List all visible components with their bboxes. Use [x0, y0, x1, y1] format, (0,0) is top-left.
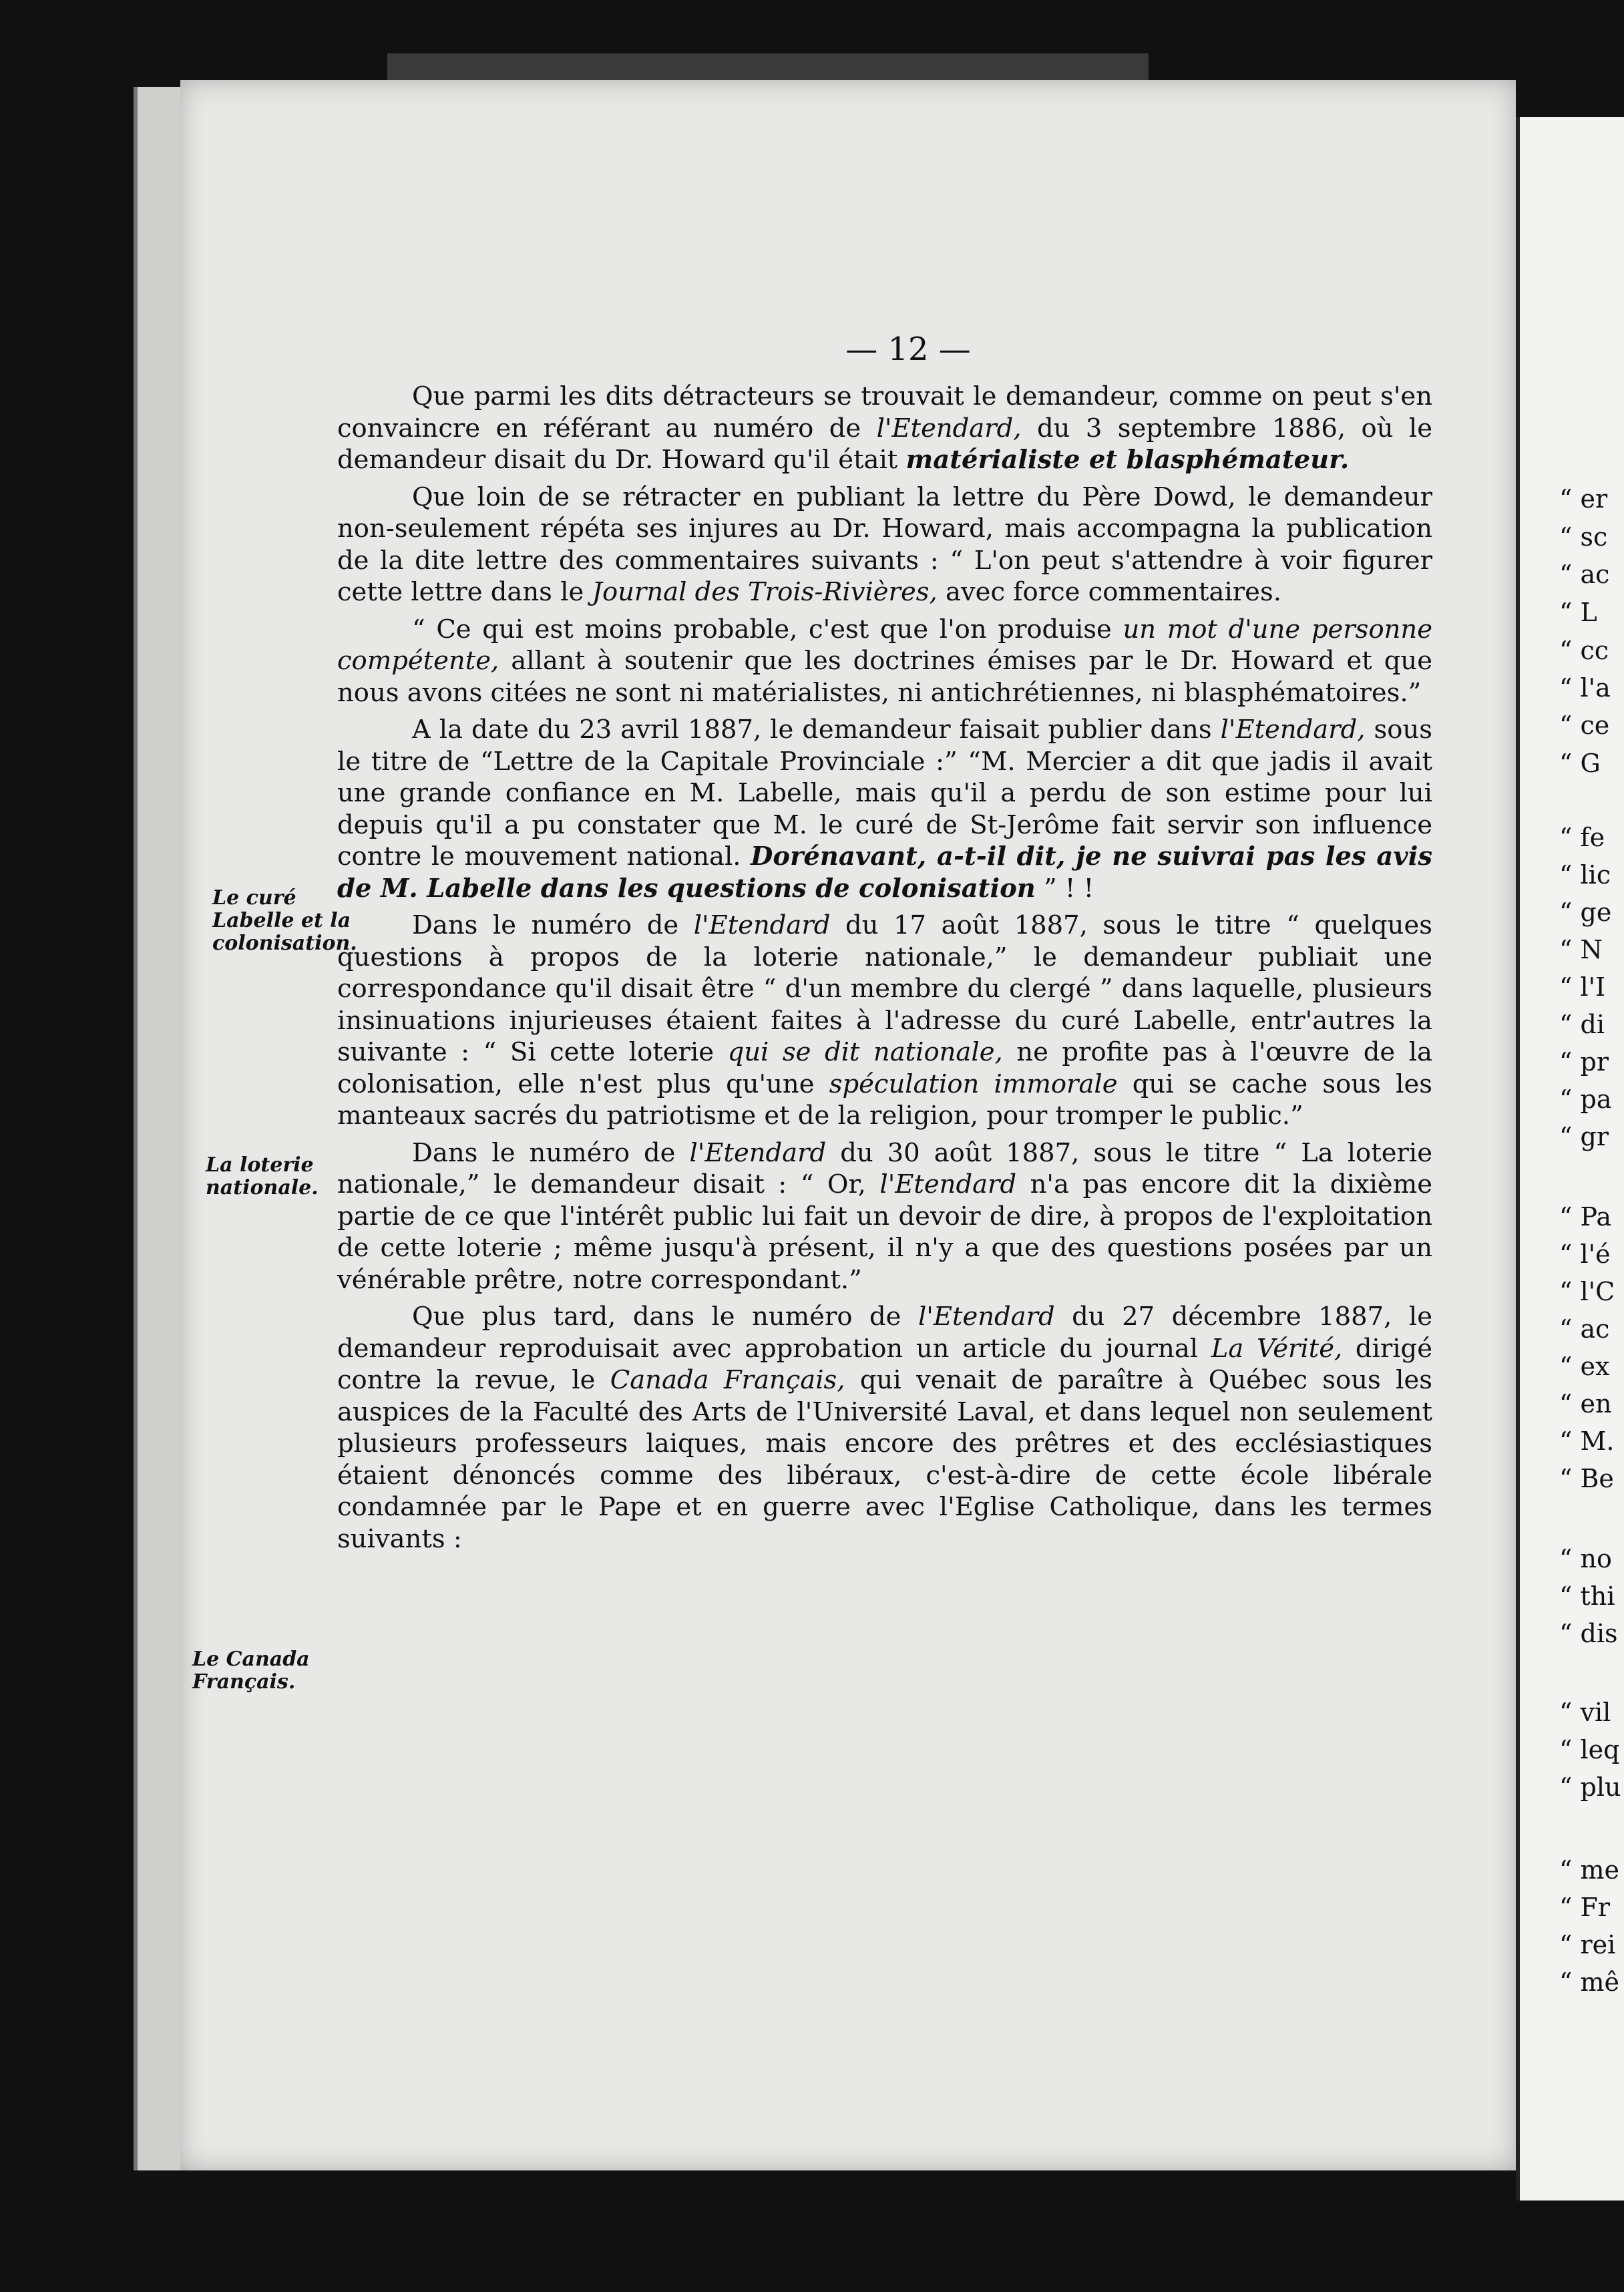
adjacent-line-fragment: “ ce	[1559, 711, 1610, 740]
adjacent-line-fragment: “ cc	[1559, 636, 1609, 665]
adjacent-line-fragment: “ fe	[1559, 823, 1605, 852]
adjacent-line-fragment: “ plu	[1559, 1772, 1621, 1802]
text-segment: du 3 septembre 1886, où le demandeur disait du Dr. Howard qu'il était	[337, 413, 1432, 475]
adjacent-line-fragment: “ leq	[1559, 1735, 1620, 1764]
adjacent-line-fragment: “ L	[1559, 598, 1597, 627]
adjacent-line-fragment: “ Pa	[1559, 1202, 1612, 1231]
adjacent-line-fragment: “ ac	[1559, 1314, 1610, 1344]
text-segment: l'Etendard	[693, 910, 831, 940]
adjacent-line-fragment: “ pa	[1559, 1085, 1612, 1114]
margin-note-canada-francais: Le Canada Français.	[192, 1648, 310, 1694]
adjacent-line-fragment: “ thi	[1559, 1581, 1615, 1611]
margin-note-loterie: La loterie nationale.	[206, 1153, 319, 1199]
adjacent-page	[1516, 117, 1624, 2201]
text-segment: spéculation immorale	[829, 1069, 1118, 1099]
text-segment: n'a pas encore dit la dixième partie de ce que l'intérêt public lui fait un devoir de dire, à propos de l'exploitation de cette loterie ; même jusqu'à présent, il n'y a que des questions posées par un vénérable prêtre, notre correspondant.”	[337, 1169, 1432, 1295]
text-segment: qui venait de paraître à Québec sous les auspices de la Faculté des Arts de l'Université Laval, et dans lequel non seulement plusieurs professeurs laiques, mais encore des prêtres et des ecclésiastiques étaient dénoncés comme des libéraux, c'est-à-dire de cette école libérale condamnée par le Pape et en guerre avec l'Eglise Catholique, dans les termes suivants :	[337, 1365, 1432, 1554]
paragraph-5	[337, 910, 1432, 1132]
adjacent-line-fragment: “ rei	[1559, 1930, 1616, 1959]
adjacent-line-fragment: “ di	[1559, 1010, 1605, 1039]
adjacent-line-fragment: “ no	[1559, 1544, 1612, 1573]
text-segment: un mot d'une personne compétente,	[337, 614, 1432, 676]
margin-note-labelle: Le curé Labelle et la colonisation.	[212, 886, 357, 955]
text-segment: l'Etendard	[689, 1137, 827, 1168]
text-segment: Canada Français,	[610, 1365, 845, 1395]
text-segment: allant à soutenir que les doctrines émises par le Dr. Howard et que nous avons citées ne sont ni matérialistes, ni antichrétiennes, ni blasphématoires.”	[337, 646, 1432, 708]
text-segment: du 27 décembre 1887, le demandeur reproduisait avec approbation un article du journal	[337, 1302, 1432, 1364]
adjacent-line-fragment: “ N	[1559, 935, 1603, 964]
page-number: — 12 —	[845, 331, 971, 368]
paragraph-2	[337, 482, 1432, 608]
text-segment: avec force commentaires.	[937, 577, 1281, 607]
adjacent-line-fragment: “ me	[1559, 1855, 1620, 1885]
text-segment: Que plus tard, dans le numéro de	[412, 1302, 918, 1332]
adjacent-line-fragment: “ vil	[1559, 1698, 1611, 1727]
text-segment: sous le titre de “Lettre de la Capitale Provinciale :” “M. Mercier a dit que jadis il avait une grande confiance en M. Labelle, mais qu'il a perdu de son estime pour lui depuis qu'il a pu constater que M. le curé de St-Jerôme fait servir son influence contre le mouvement national.	[337, 715, 1433, 872]
text-segment: Dorénavant, a-t-il dit, je ne suivrai pas les avis de M. Labelle dans les questions de colonisation	[337, 841, 1433, 904]
text-segment: Que loin de se rétracter en publiant la lettre du Père Dowd, le demandeur non-seulement répéta ses injures au Dr. Howard, mais accompagna la publication de la dite lettre des commentaires suivants : “ L'on peut s'attendre à voir figurer cette lettre dans le	[337, 482, 1432, 607]
text-segment: du 30 août 1887, sous le titre “ La loterie nationale,” le demandeur disait : “ Or,	[337, 1137, 1432, 1199]
adjacent-line-fragment: “ en	[1559, 1389, 1612, 1418]
text-segment: qui se cache sous les manteaux sacrés du patriotisme et de la religion, pour tromper le public.”	[337, 1069, 1432, 1131]
text-segment: ” ! !	[1035, 873, 1094, 904]
text-segment: l'Etendard	[879, 1169, 1017, 1199]
adjacent-line-fragment: “ mê	[1559, 1967, 1620, 1997]
text-segment: La Vérité,	[1211, 1333, 1343, 1364]
adjacent-line-fragment: “ l'C	[1559, 1277, 1615, 1306]
adjacent-line-fragment: “ ge	[1559, 898, 1612, 927]
text-segment: l'Etendard,	[876, 413, 1022, 443]
text-segment: A la date du 23 avril 1887, le demandeur faisait publier dans	[412, 715, 1221, 745]
text-segment: ne profite pas à l'œuvre de la colonisation, elle n'est plus qu'une	[337, 1037, 1432, 1099]
text-segment: dirigé contre la revue, le	[337, 1333, 1432, 1395]
paragraph-4	[337, 714, 1432, 904]
adjacent-line-fragment: “ G	[1559, 749, 1601, 778]
text-segment: “ Ce qui est moins probable, c'est que l'on produise	[412, 614, 1123, 644]
adjacent-line-fragment: “ gr	[1559, 1122, 1609, 1151]
body-text	[337, 381, 1432, 1560]
text-segment: matérialiste et blasphémateur.	[905, 445, 1350, 475]
paragraph-1	[337, 381, 1432, 476]
paragraph-7	[337, 1301, 1432, 1555]
text-segment: Journal des Trois-Rivières,	[592, 577, 938, 607]
adjacent-line-fragment: “ sc	[1559, 522, 1608, 552]
adjacent-line-fragment: “ er	[1559, 484, 1608, 514]
adjacent-line-fragment: “ ex	[1559, 1352, 1610, 1381]
text-segment: l'Etendard	[918, 1302, 1055, 1332]
paragraph-3	[337, 614, 1432, 709]
text-segment: Que parmi les dits détracteurs se trouvait le demandeur, comme on peut s'en convaincre en référant au numéro de	[337, 381, 1432, 443]
adjacent-line-fragment: “ l'a	[1559, 673, 1611, 703]
adjacent-line-fragment: “ lic	[1559, 860, 1611, 890]
adjacent-line-fragment: “ dis	[1559, 1619, 1618, 1648]
adjacent-line-fragment: “ ac	[1559, 560, 1610, 589]
adjacent-line-fragment: “ pr	[1559, 1047, 1609, 1077]
paragraph-6	[337, 1137, 1432, 1296]
text-segment: Dans le numéro de	[412, 1137, 690, 1168]
text-segment: Dans le numéro de	[412, 910, 694, 940]
adjacent-line-fragment: “ M.	[1559, 1426, 1615, 1456]
adjacent-line-fragment: “ l'I	[1559, 972, 1606, 1002]
adjacent-line-fragment: “ Be	[1559, 1464, 1614, 1493]
adjacent-line-fragment: “ l'é	[1559, 1239, 1611, 1269]
text-segment: l'Etendard,	[1220, 715, 1366, 745]
text-segment: du 17 août 1887, sous le titre “ quelques questions à propos de la loterie nationale,” le demandeur publiait une correspondance qu'il disait être “ d'un membre du clergé ” dans laquelle, plusieurs insinuations injurieuses étaient faites à l'adresse du curé Labelle, entr'autres la suivante : “ Si cette loterie	[337, 910, 1432, 1067]
adjacent-line-fragment: “ Fr	[1559, 1893, 1611, 1922]
text-segment: qui se dit nationale,	[727, 1037, 1003, 1067]
